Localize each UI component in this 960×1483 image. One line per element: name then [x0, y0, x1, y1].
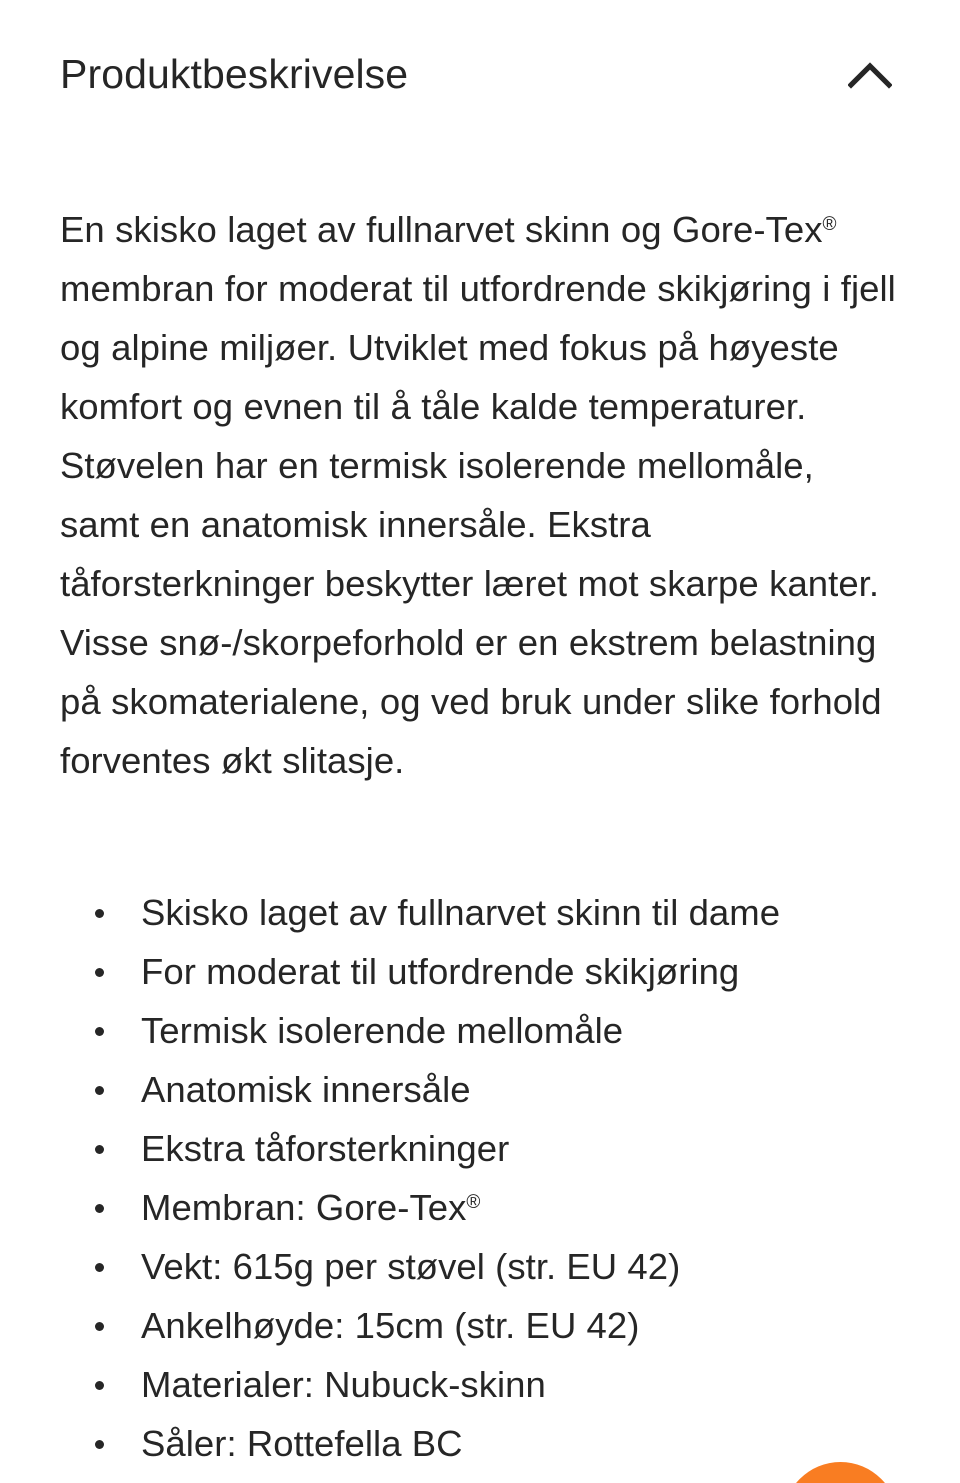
- bullet-icon: [95, 1322, 104, 1331]
- bullet-icon: [95, 1263, 104, 1272]
- registered-trademark-icon: ®: [466, 1192, 481, 1214]
- list-item-label: Ankelhøyde: 15cm (str. EU 42): [141, 1305, 640, 1346]
- list-item-label: Ekstra tåforsterkninger: [141, 1128, 510, 1169]
- registered-trademark-icon: ®: [822, 214, 837, 236]
- list-item: [60, 1237, 898, 1296]
- list-item: [60, 942, 898, 1001]
- accordion-toggle-button[interactable]: [838, 43, 902, 107]
- list-item: [60, 883, 898, 942]
- bullet-icon: [95, 909, 104, 918]
- list-item-label: Såler: Rottefella BC: [141, 1423, 463, 1464]
- bullet-icon: [95, 1204, 104, 1213]
- bullet-icon: [95, 1027, 104, 1036]
- bullet-icon: [95, 1381, 104, 1390]
- list-item-label: Materialer: Nubuck-skinn: [141, 1364, 546, 1405]
- bullet-icon: [95, 1145, 104, 1154]
- bullet-icon: [95, 1086, 104, 1095]
- list-item-label: Skisko laget av fullnarvet skinn til dame: [141, 892, 781, 933]
- list-item: [60, 1355, 898, 1414]
- description-text-part2: membran for moderat til utfordrende skikjøring i fjell og alpine miljøer. Utviklet med fokus på høyeste komfort og evnen til å tåle kalde temperaturer. Støvelen har en termisk isolerende mellomåle, samt en anatomisk innersåle. Ekstra tåforsterkninger beskytter læret mot skarpe kanter. Visse snø-/skorpeforhold er en ekstrem belastning på skomaterialene, og ved bruk under slike forhold forventes økt slitasje.: [60, 268, 896, 781]
- list-item: [60, 1178, 898, 1237]
- list-item: [60, 1001, 898, 1060]
- list-item-label: Vekt: 615g per støvel (str. EU 42): [141, 1246, 681, 1287]
- bullet-icon: [95, 1440, 104, 1449]
- list-item: [60, 1296, 898, 1355]
- list-item-label: For moderat til utfordrende skikjøring: [141, 951, 740, 992]
- list-item: [60, 1060, 898, 1119]
- product-feature-list: [0, 790, 960, 1473]
- list-item-label: Anatomisk innersåle: [141, 1069, 471, 1110]
- accordion-panel: [0, 150, 960, 1473]
- product-description-paragraph: [0, 150, 960, 790]
- list-item: [60, 1119, 898, 1178]
- description-text-part1: En skisko laget av fullnarvet skinn og Gore-Tex: [60, 209, 823, 250]
- list-item-label: Termisk isolerende mellomåle: [141, 1010, 624, 1051]
- list-item: [60, 1414, 898, 1473]
- chevron-up-icon: [848, 61, 892, 89]
- page-title: Produktbeskrivelse: [60, 51, 409, 98]
- list-item-label: Membran: Gore-Tex: [141, 1187, 467, 1228]
- bullet-icon: [95, 968, 104, 977]
- accordion-header-produktbeskrivelse[interactable]: [0, 0, 960, 150]
